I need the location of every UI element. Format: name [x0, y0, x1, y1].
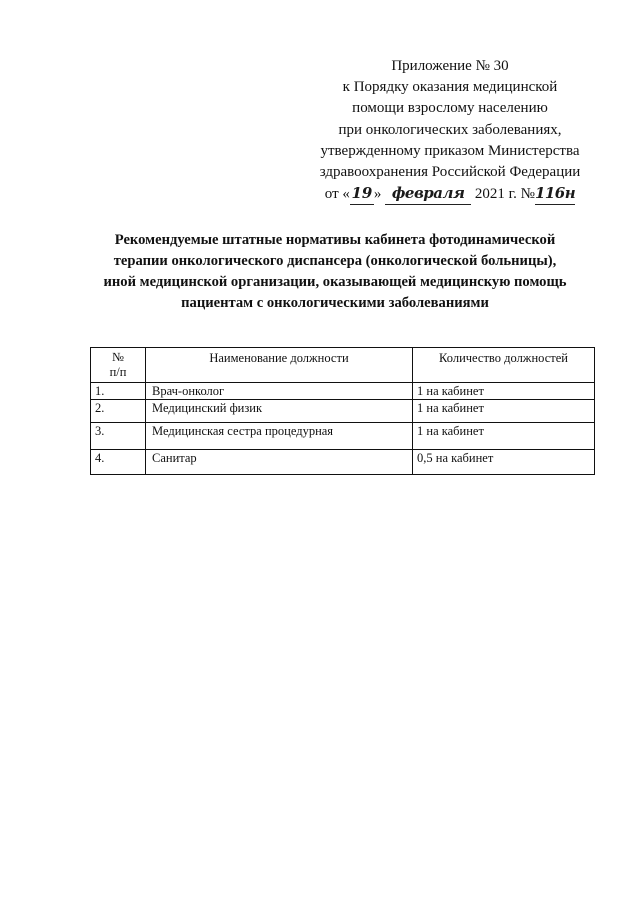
appendix-line: помощи взрослому населению: [352, 100, 548, 117]
row-number: 3.: [91, 423, 146, 450]
table-row: [91, 383, 595, 400]
header-number-line1: №: [112, 350, 124, 364]
date-prefix: от «: [324, 186, 350, 203]
row-count: 1 на кабинет: [413, 423, 595, 450]
table-row: [91, 423, 595, 450]
handwritten-month: февраля: [385, 183, 471, 205]
appendix-number: Приложение № 30: [391, 58, 509, 74]
row-count: 0,5 на кабинет: [413, 450, 595, 475]
table-row: [91, 400, 595, 423]
date-quote-close: »: [373, 186, 382, 203]
appendix-header: [300, 56, 600, 205]
title-line: иной медицинской организации, оказывающей медицинскую помощь: [103, 274, 567, 290]
document-title: [70, 230, 600, 314]
table-header-row: [91, 348, 595, 383]
row-number: 4.: [91, 450, 146, 475]
order-date-line: [300, 183, 600, 205]
header-count: Количество должностей: [413, 348, 595, 383]
header-position: Наименование должности: [146, 348, 413, 383]
row-position: Врач-онколог: [146, 383, 413, 400]
row-position: Санитар: [146, 450, 413, 475]
row-number: 1.: [91, 383, 146, 400]
row-count: 1 на кабинет: [413, 400, 595, 423]
row-number: 2.: [91, 400, 146, 423]
row-count: 1 на кабинет: [413, 383, 595, 400]
table-row: [91, 450, 595, 475]
appendix-line: утвержденному приказом Министерства: [320, 142, 580, 159]
handwritten-day: 19: [350, 183, 374, 205]
header-number-line2: п/п: [109, 365, 127, 379]
appendix-line: здравоохранения Российской Федерации: [319, 164, 581, 181]
title-line: пациентам с онкологическими заболеваниями: [181, 295, 489, 311]
title-line: Рекомендуемые штатные нормативы кабинета фотодинамической: [114, 232, 556, 248]
appendix-line: при онкологических заболеваниях,: [338, 121, 562, 138]
date-year-text: 2021 г. №: [474, 186, 535, 203]
title-line: терапии онкологического диспансера (онкологической больницы),: [113, 253, 557, 269]
header-number: [91, 348, 146, 383]
appendix-line: к Порядку оказания медицинской: [342, 79, 558, 96]
staffing-table: [90, 347, 595, 475]
handwritten-order-number: 116н: [535, 183, 575, 205]
row-position: Медицинская сестра процедурная: [146, 423, 413, 450]
row-position: Медицинский физик: [146, 400, 413, 423]
